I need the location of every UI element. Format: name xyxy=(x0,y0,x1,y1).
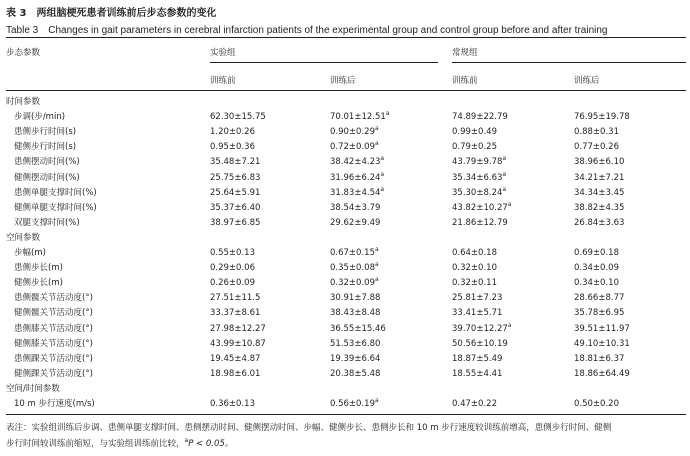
cell-value: 38.96±6.10 xyxy=(574,157,625,168)
row-label: 患侧摆动时间(%) xyxy=(14,157,80,168)
table-footnote xyxy=(6,420,686,452)
footnote-line-1: 表注：实验组训练后步调、患侧单腿支撑时间、患侧摆动时间、健侧摆动时间、步幅、健侧步长、患侧步长和 10 m 步行速度较训练前增高，患侧步行时间、健侧 xyxy=(6,423,612,433)
cell-value: 35.78±6.95 xyxy=(574,308,625,319)
table-cell xyxy=(330,172,384,184)
section-label: 时间参数 xyxy=(6,97,41,107)
row-label: 健侧摆动时间(%) xyxy=(14,172,80,183)
table-cell xyxy=(452,126,497,138)
row-label: 患侧步长(m) xyxy=(14,263,63,274)
cell-value: 39.51±11.97 xyxy=(574,323,630,334)
significance-mark: a xyxy=(380,155,385,163)
cell-value: 0.72±0.09 xyxy=(330,142,375,153)
table-cell xyxy=(330,187,384,199)
row-label: 健侧踝关节活动度(°) xyxy=(14,368,93,379)
cell-value: 34.21±7.21 xyxy=(574,172,625,183)
table-cell xyxy=(574,217,624,229)
top-rule xyxy=(6,37,686,38)
cell-value: 38.54±3.79 xyxy=(330,202,381,213)
cell-value: 0.79±0.25 xyxy=(452,142,497,153)
row-label: 步调(步/min) xyxy=(14,112,66,123)
row-label: 健侧膝关节活动度(°) xyxy=(14,338,93,349)
cell-value: 76.95±19.78 xyxy=(574,112,630,123)
significance-mark: a xyxy=(374,397,379,405)
row-label: 健侧步行时间(s) xyxy=(14,142,77,153)
cell-value: 18.81±6.37 xyxy=(574,353,625,364)
table-row xyxy=(0,247,690,262)
table-cell xyxy=(574,141,619,153)
table-cell xyxy=(210,172,260,184)
footnote-sup: a xyxy=(184,437,189,445)
footnote-line-2 xyxy=(6,436,686,452)
cell-value: 30.91±7.88 xyxy=(330,293,381,304)
table-cell xyxy=(574,292,624,304)
table-cell xyxy=(452,307,502,319)
cell-value: 62.30±15.75 xyxy=(210,112,266,123)
cell-value: 29.62±9.49 xyxy=(330,217,381,228)
table-cell xyxy=(330,338,380,350)
row-label: 患侧髋关节活动度(°) xyxy=(14,293,93,304)
cell-value: 0.95±0.36 xyxy=(210,142,255,153)
table-cell xyxy=(210,262,255,274)
cell-value: 38.97±6.85 xyxy=(210,217,261,228)
table-cell xyxy=(210,217,260,229)
cell-value: 38.82±4.35 xyxy=(574,202,625,213)
table-cell xyxy=(210,368,260,380)
table-row xyxy=(0,353,690,368)
table-cell xyxy=(330,307,380,319)
cell-value: 27.51±11.5 xyxy=(210,293,261,304)
table-cell xyxy=(330,368,380,380)
table-cell xyxy=(210,247,255,259)
table-row xyxy=(0,111,690,126)
table-cell xyxy=(210,277,255,289)
ctrl-group-rule xyxy=(452,62,686,63)
cell-value: 18.86±64.49 xyxy=(574,368,630,379)
table-cell xyxy=(330,262,379,274)
header-exp-before: 训练前 xyxy=(210,76,236,86)
table-row xyxy=(0,323,690,338)
table-row xyxy=(0,277,690,292)
cell-value: 51.53±6.80 xyxy=(330,338,381,349)
section-label: 空间参数 xyxy=(6,232,41,243)
table-cell xyxy=(574,277,619,289)
table-row xyxy=(0,262,690,277)
table-cell xyxy=(210,156,260,168)
cell-value: 0.99±0.49 xyxy=(452,127,497,138)
cell-value: 35.48±7.21 xyxy=(210,157,261,168)
significance-mark: a xyxy=(374,276,379,284)
header-rule xyxy=(6,90,686,91)
cell-value: 36.55±15.46 xyxy=(330,323,386,334)
cell-value: 0.77±0.26 xyxy=(574,142,619,153)
table-cell xyxy=(452,338,508,350)
cell-value: 25.64±5.91 xyxy=(210,187,261,198)
row-label: 双腿支撑时间(%) xyxy=(14,217,80,228)
table-cell xyxy=(210,323,266,335)
header-exp-after: 训练后 xyxy=(330,76,356,86)
cell-value: 0.32±0.10 xyxy=(452,263,497,274)
significance-mark: a xyxy=(502,185,507,193)
cell-value: 34.34±3.45 xyxy=(574,187,625,198)
table-cell xyxy=(210,141,255,153)
table-cell xyxy=(330,292,380,304)
table-cell xyxy=(452,187,506,199)
table-cell xyxy=(210,338,266,350)
significance-mark: a xyxy=(374,246,379,254)
cell-value: 27.98±12.27 xyxy=(210,323,266,334)
cell-value: 38.42±4.23 xyxy=(330,157,381,168)
cell-value: 0.29±0.06 xyxy=(210,263,255,274)
table-cell xyxy=(574,338,630,350)
table-cell xyxy=(574,187,624,199)
table-row xyxy=(0,141,690,156)
table-cell xyxy=(452,247,497,259)
cell-value: 0.56±0.19 xyxy=(330,399,375,409)
significance-mark: a xyxy=(502,155,507,163)
table-cell xyxy=(574,202,624,214)
cell-value: 43.99±10.87 xyxy=(210,338,266,349)
significance-mark: a xyxy=(507,321,512,329)
table-cell xyxy=(452,202,511,214)
cell-value: 0.34±0.09 xyxy=(574,263,619,274)
table-row xyxy=(0,398,690,413)
table-cell xyxy=(330,323,386,335)
cell-value: 1.20±0.26 xyxy=(210,127,255,138)
cell-value: 38.43±8.48 xyxy=(330,308,381,319)
table-row xyxy=(0,172,690,187)
table-cell xyxy=(574,172,624,184)
table-row xyxy=(0,202,690,217)
cell-value: 33.41±5.71 xyxy=(452,308,503,319)
exp-group-rule xyxy=(210,62,438,63)
table-cell xyxy=(452,111,508,123)
table-title-cn: 表 3 两组脑梗死患者训练前后步态参数的变化 xyxy=(6,8,217,19)
table-cell xyxy=(452,141,497,153)
significance-mark: a xyxy=(507,200,512,208)
table-cell xyxy=(210,353,260,365)
cell-value: 18.87±5.49 xyxy=(452,353,503,364)
table-row xyxy=(0,307,690,322)
table-cell xyxy=(452,398,497,410)
cell-value: 0.64±0.18 xyxy=(452,248,497,258)
table-cell xyxy=(330,277,379,289)
table-title-en: Table 3 Changes in gait parameters in cerebral infarction patients of the experimental group and control group before and after training xyxy=(6,25,608,36)
cell-value: 50.56±10.19 xyxy=(452,338,508,349)
cell-value: 70.01±12.51 xyxy=(330,112,386,123)
header-param: 步态参数 xyxy=(6,48,41,58)
footnote-line-2-text: 步行时间较训练前缩短，与实验组训练前比较， xyxy=(6,439,185,449)
row-label: 健侧步长(m) xyxy=(14,278,63,289)
table-row xyxy=(0,338,690,353)
table-cell xyxy=(210,202,260,214)
cell-value: 0.88±0.31 xyxy=(574,127,619,138)
cell-value: 21.86±12.79 xyxy=(452,217,508,228)
table-cell xyxy=(330,247,379,259)
table-cell xyxy=(574,126,619,138)
table-cell xyxy=(574,398,619,410)
table-cell xyxy=(452,217,508,229)
row-label: 患侧膝关节活动度(°) xyxy=(14,323,93,334)
table-cell xyxy=(330,217,380,229)
header-ctrl-after: 训练后 xyxy=(574,76,600,86)
row-label: 健侧单腿支撑时间(%) xyxy=(14,202,97,213)
section-header xyxy=(0,232,690,247)
cell-value: 18.98±6.01 xyxy=(210,368,261,379)
significance-mark: a xyxy=(374,125,379,133)
table-cell xyxy=(574,156,624,168)
cell-value: 19.45±4.87 xyxy=(210,353,261,364)
row-label: 步幅(m) xyxy=(14,248,46,258)
section-label: 空间/时间参数 xyxy=(6,383,60,394)
cell-value: 26.84±3.63 xyxy=(574,217,625,228)
cell-value: 0.26±0.09 xyxy=(210,278,255,289)
cell-value: 35.30±8.24 xyxy=(452,187,503,198)
cell-value: 0.47±0.22 xyxy=(452,399,497,409)
table-cell xyxy=(210,126,255,138)
cell-value: 35.34±6.63 xyxy=(452,172,503,183)
table-cell xyxy=(452,353,502,365)
cell-value: 35.37±6.40 xyxy=(210,202,261,213)
row-label: 患侧单腿支撑时间(%) xyxy=(14,187,97,198)
cell-value: 31.96±6.24 xyxy=(330,172,381,183)
cell-value: 0.90±0.29 xyxy=(330,127,375,138)
cell-value: 33.37±8.61 xyxy=(210,308,261,319)
cell-value: 18.55±4.41 xyxy=(452,368,503,379)
table-cell xyxy=(574,353,624,365)
table-cell xyxy=(210,307,260,319)
cell-value: 0.34±0.10 xyxy=(574,278,619,289)
cell-value: 31.83±4.54 xyxy=(330,187,381,198)
significance-mark: a xyxy=(502,170,507,178)
table-cell xyxy=(574,323,630,335)
footnote-p-value: P < 0.05。 xyxy=(188,439,234,449)
table-cell xyxy=(330,111,389,123)
table-cell xyxy=(574,368,630,380)
cell-value: 25.81±7.23 xyxy=(452,293,503,304)
cell-value: 25.75±6.83 xyxy=(210,172,261,183)
table-row xyxy=(0,292,690,307)
cell-value: 20.38±5.48 xyxy=(330,368,381,379)
table-cell xyxy=(330,126,379,138)
table-cell xyxy=(330,353,380,365)
table-cell xyxy=(452,172,506,184)
table-row xyxy=(0,368,690,383)
table-cell xyxy=(452,368,502,380)
cell-value: 0.32±0.09 xyxy=(330,278,375,289)
table-cell xyxy=(330,156,384,168)
section-header xyxy=(0,383,690,398)
table-row xyxy=(0,126,690,141)
cell-value: 74.89±22.79 xyxy=(452,112,508,123)
cell-value: 28.66±8.77 xyxy=(574,293,625,304)
table-cell xyxy=(210,292,260,304)
table-cell xyxy=(452,262,497,274)
table-cell xyxy=(210,187,260,199)
table-row xyxy=(0,156,690,171)
cell-value: 0.32±0.11 xyxy=(452,278,497,289)
cell-value: 0.36±0.13 xyxy=(210,399,255,409)
significance-mark: a xyxy=(374,140,379,148)
table-cell xyxy=(574,307,624,319)
significance-mark: a xyxy=(374,261,379,269)
row-label: 患侧步行时间(s) xyxy=(14,127,77,138)
table-row xyxy=(0,187,690,202)
table-cell xyxy=(452,277,497,289)
table-cell xyxy=(452,323,511,335)
header-ctrl-group: 常规组 xyxy=(452,48,478,58)
table-cell xyxy=(452,292,502,304)
table-cell xyxy=(574,262,619,274)
row-label: 患侧踝关节活动度(°) xyxy=(14,353,93,364)
table-cell xyxy=(330,398,379,410)
table-row xyxy=(0,217,690,232)
table-cell xyxy=(210,111,266,123)
cell-value: 0.55±0.13 xyxy=(210,248,255,258)
cell-value: 49.10±10.31 xyxy=(574,338,630,349)
table-cell xyxy=(330,202,380,214)
row-label: 10 m 步行速度(m/s) xyxy=(14,399,95,409)
table-cell xyxy=(574,111,630,123)
cell-value: 0.35±0.08 xyxy=(330,263,375,274)
section-header xyxy=(0,96,690,111)
cell-value: 19.39±6.64 xyxy=(330,353,381,364)
bottom-rule xyxy=(6,414,686,415)
row-label: 健侧髋关节活动度(°) xyxy=(14,308,93,319)
table-cell xyxy=(210,398,255,410)
cell-value: 43.79±9.78 xyxy=(452,157,503,168)
table-cell xyxy=(452,156,506,168)
significance-mark: a xyxy=(380,185,385,193)
header-ctrl-before: 训练前 xyxy=(452,76,478,86)
significance-mark: a xyxy=(385,110,390,118)
table-cell xyxy=(330,141,379,153)
cell-value: 43.82±10.27 xyxy=(452,202,508,213)
header-exp-group: 实验组 xyxy=(210,48,236,58)
cell-value: 0.50±0.20 xyxy=(574,399,619,409)
table-cell xyxy=(574,247,619,259)
significance-mark: a xyxy=(380,170,385,178)
cell-value: 0.67±0.15 xyxy=(330,248,375,258)
cell-value: 0.69±0.18 xyxy=(574,248,619,258)
cell-value: 39.70±12.27 xyxy=(452,323,508,334)
